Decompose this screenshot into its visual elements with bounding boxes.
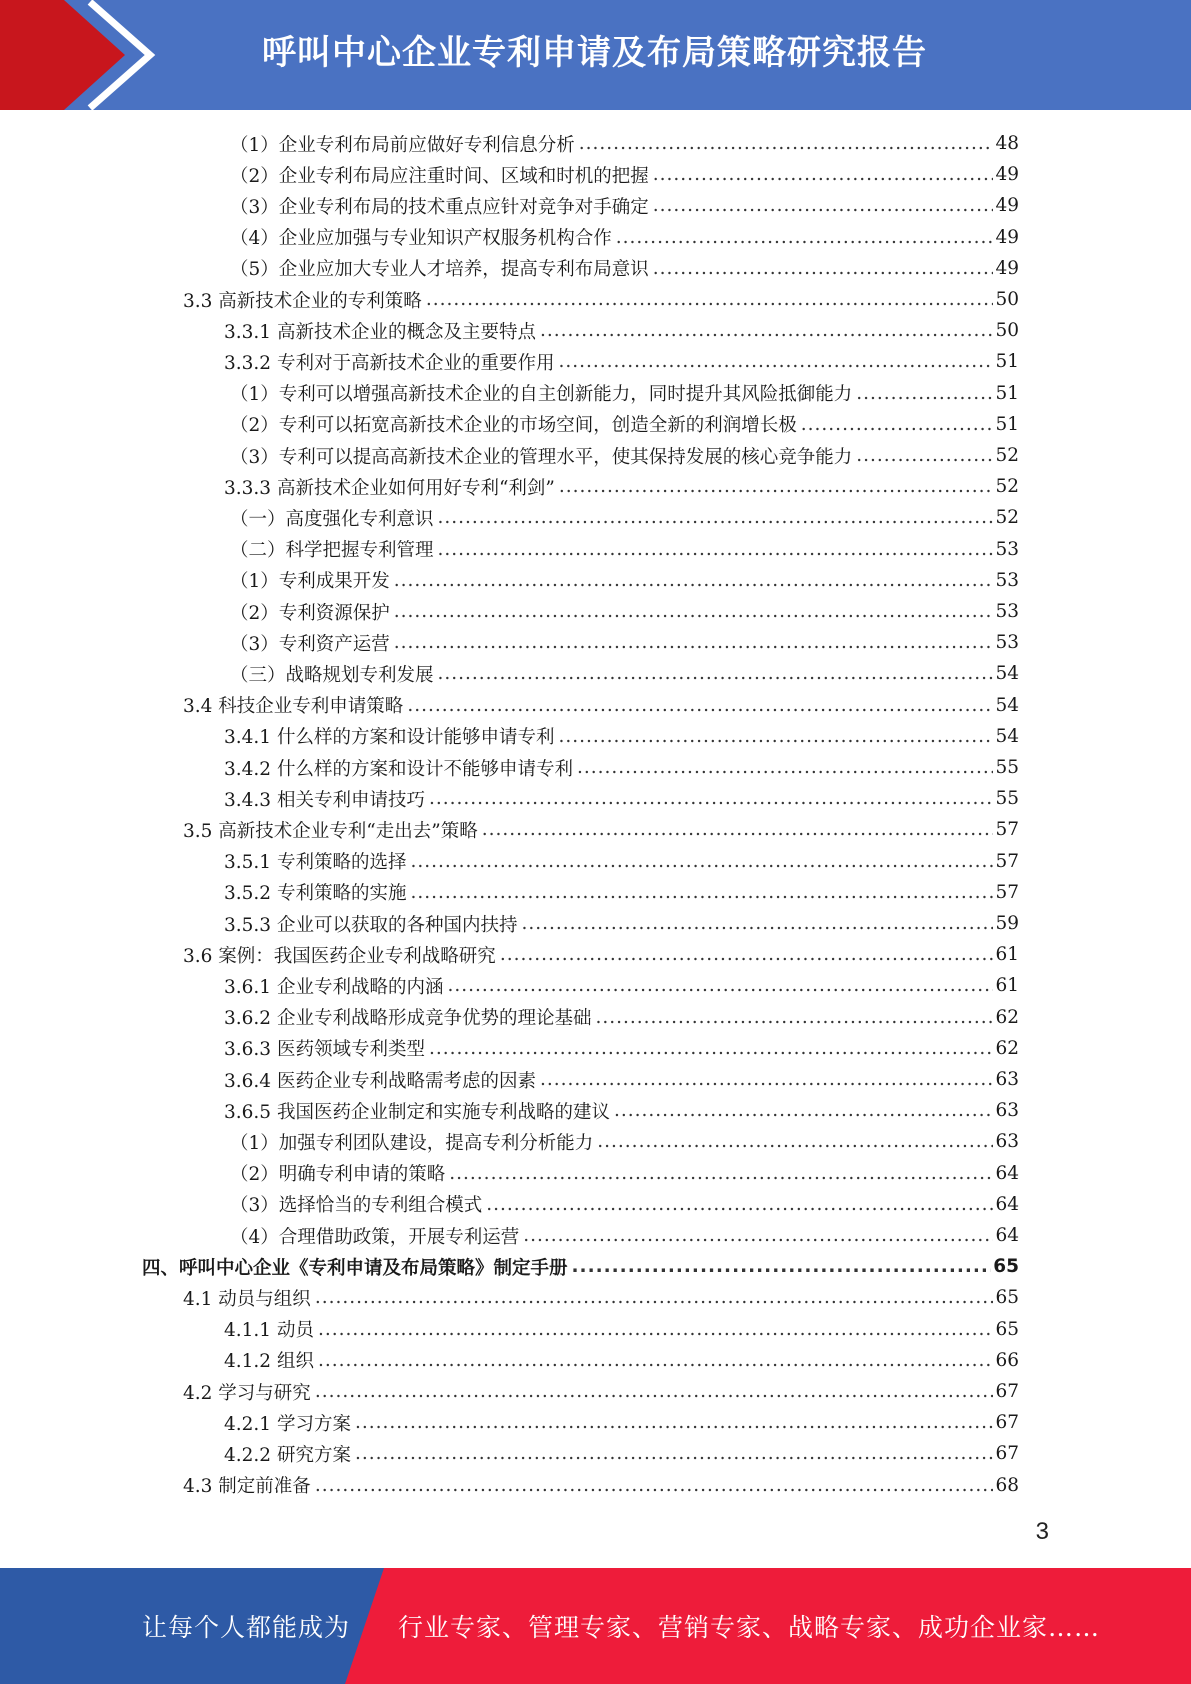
toc-entry-page: 61 bbox=[995, 944, 1019, 966]
toc-dot-leader bbox=[597, 1126, 993, 1157]
toc-dot-leader bbox=[394, 596, 994, 627]
toc-entry[interactable] bbox=[230, 596, 1019, 627]
toc-entry-label: 4.3 制定前准备 bbox=[183, 1476, 311, 1498]
toc-dot-leader bbox=[426, 284, 994, 315]
toc-entry-page: 50 bbox=[995, 289, 1019, 310]
toc-entry-page: 49 bbox=[995, 226, 1019, 248]
page-footer bbox=[0, 1568, 1191, 1684]
toc-entry-label: 3.6.2 企业专利战略形成竞争优势的理论基础 bbox=[224, 1008, 592, 1030]
toc-entry-label: 3.5.1 专利策略的选择 bbox=[224, 852, 407, 874]
toc-entry-label: 4.1 动员与组织 bbox=[183, 1288, 311, 1310]
toc-entry-page: 53 bbox=[995, 632, 1019, 654]
toc-dot-leader bbox=[572, 1251, 992, 1282]
toc-entry[interactable] bbox=[224, 783, 1019, 814]
toc-entry[interactable] bbox=[224, 846, 1019, 877]
toc-entry-page: 63 bbox=[995, 1100, 1019, 1122]
toc-dot-leader bbox=[856, 378, 993, 409]
toc-entry[interactable] bbox=[224, 346, 1019, 377]
toc-entry-label: （2）专利可以拓宽高新技术企业的市场空间，创造全新的利润增长极 bbox=[230, 415, 797, 437]
toc-dot-leader bbox=[577, 752, 993, 783]
toc-dot-leader bbox=[394, 627, 994, 658]
toc-entry-label: （1）专利成果开发 bbox=[230, 571, 390, 593]
toc-entry-page: 48 bbox=[995, 133, 1019, 154]
toc-entry-label: （5）企业应加大专业人才培养，提高专利布局意识 bbox=[230, 259, 649, 281]
toc-entry-label: 3.4.1 什么样的方案和设计能够申请专利 bbox=[224, 727, 555, 749]
toc-entry-label: 4.1.1 动员 bbox=[224, 1320, 314, 1342]
toc-entry-page: 61 bbox=[995, 975, 1019, 997]
toc-entry[interactable] bbox=[224, 721, 1019, 752]
toc-dot-leader bbox=[315, 1282, 994, 1313]
toc-entry-page: 53 bbox=[995, 601, 1019, 622]
toc-entry-page: 54 bbox=[995, 694, 1019, 716]
toc-dot-leader bbox=[500, 939, 994, 970]
toc-entry-label: 3.5.3 企业可以获取的各种国内扶持 bbox=[224, 914, 518, 936]
toc-entry[interactable] bbox=[230, 1158, 1019, 1189]
toc-dot-leader bbox=[315, 1376, 994, 1407]
toc-dot-leader bbox=[410, 877, 993, 908]
toc-dot-leader bbox=[407, 690, 993, 721]
toc-entry[interactable] bbox=[230, 627, 1019, 658]
toc-entry-page: 67 bbox=[995, 1381, 1019, 1402]
toc-entry-page: 59 bbox=[995, 913, 1019, 934]
toc-entry[interactable] bbox=[224, 752, 1019, 783]
toc-entry[interactable] bbox=[224, 877, 1019, 908]
toc-dot-leader bbox=[315, 1470, 994, 1501]
toc-entry-page: 52 bbox=[995, 507, 1019, 529]
toc-entry-label: （1）企业专利布局前应做好专利信息分析 bbox=[230, 134, 575, 156]
page-number: 3 bbox=[1035, 1518, 1049, 1545]
toc-entry-page: 64 bbox=[995, 1193, 1019, 1215]
toc-entry-label: 3.6 案例：我国医药企业专利战略研究 bbox=[183, 945, 496, 967]
toc-entry-page: 57 bbox=[995, 819, 1019, 841]
toc-entry-page: 63 bbox=[995, 1069, 1019, 1090]
toc-dot-leader bbox=[653, 190, 994, 221]
toc-entry[interactable] bbox=[230, 440, 1019, 471]
toc-entry-page: 66 bbox=[995, 1349, 1019, 1371]
toc-entry[interactable] bbox=[230, 128, 1019, 159]
toc-entry[interactable] bbox=[230, 222, 1019, 253]
toc-entry-label: 3.6.4 医药企业专利战略需考虑的因素 bbox=[224, 1070, 536, 1092]
toc-entry[interactable] bbox=[224, 1064, 1019, 1095]
toc-entry-label: 3.5.2 专利策略的实施 bbox=[224, 883, 407, 905]
toc-entry-label: （4）合理借助政策，开展专利运营 bbox=[230, 1226, 520, 1248]
toc-entry-page: 53 bbox=[995, 569, 1019, 591]
toc-entry-page: 49 bbox=[995, 195, 1019, 217]
report-title: 呼叫中心企业专利申请及布局策略研究报告 bbox=[262, 33, 927, 73]
toc-dot-leader bbox=[410, 846, 993, 877]
toc-entry-page: 53 bbox=[995, 538, 1019, 560]
toc-entry-page: 51 bbox=[995, 382, 1019, 404]
toc-entry[interactable] bbox=[183, 939, 1019, 970]
toc-entry-label: 3.3 高新技术企业的专利策略 bbox=[183, 290, 422, 312]
toc-entry[interactable] bbox=[230, 190, 1019, 221]
toc-entry[interactable] bbox=[230, 378, 1019, 409]
toc-dot-leader bbox=[653, 253, 994, 284]
toc-entry-page: 49 bbox=[995, 257, 1019, 279]
toc-entry-label: （1）专利可以增强高新技术企业的自主创新能力，同时提升其风险抵御能力 bbox=[230, 384, 853, 406]
toc-entry[interactable] bbox=[230, 658, 1019, 689]
toc-entry[interactable] bbox=[230, 253, 1019, 284]
toc-entry-label: （3）选择恰当的专利组合模式 bbox=[230, 1195, 483, 1217]
toc-dot-leader bbox=[558, 721, 993, 752]
toc-entry-label: 4.2 学习与研究 bbox=[183, 1382, 311, 1404]
toc-entry-page: 52 bbox=[995, 445, 1019, 466]
toc-entry-label: 3.6.5 我国医药企业制定和实施专利战略的建议 bbox=[224, 1101, 610, 1123]
toc-entry-page: 65 bbox=[993, 1256, 1019, 1278]
toc-dot-leader bbox=[486, 1189, 993, 1220]
toc-dot-leader bbox=[429, 783, 993, 814]
toc-dot-leader bbox=[801, 409, 994, 440]
toc-entry-page: 55 bbox=[995, 757, 1019, 778]
toc-entry-page: 65 bbox=[995, 1287, 1019, 1309]
toc-entry-label: 3.6.3 医药领域专利类型 bbox=[224, 1039, 425, 1061]
toc-entry[interactable] bbox=[230, 565, 1019, 596]
toc-entry[interactable] bbox=[224, 1314, 1019, 1345]
toc-entry-label: （2）明确专利申请的策略 bbox=[230, 1164, 446, 1186]
toc-entry[interactable] bbox=[142, 1251, 1019, 1282]
toc-entry[interactable] bbox=[183, 1376, 1019, 1407]
toc-entry[interactable] bbox=[230, 1126, 1019, 1157]
toc-entry-page: 57 bbox=[995, 850, 1019, 872]
toc-dot-leader bbox=[449, 1158, 993, 1189]
toc-entry-label: 3.3.2 专利对于高新技术企业的重要作用 bbox=[224, 352, 555, 374]
toc-entry-label: （4）企业应加强与专业知识产权服务机构合作 bbox=[230, 228, 612, 250]
toc-entry-label: 3.3.1 高新技术企业的概念及主要特点 bbox=[224, 321, 536, 343]
toc-dot-leader bbox=[521, 908, 993, 939]
toc-entry-label: 3.4.2 什么样的方案和设计不能够申请专利 bbox=[224, 758, 573, 780]
toc-dot-leader bbox=[653, 159, 994, 190]
toc-entry[interactable] bbox=[230, 1189, 1019, 1220]
toc-entry-label: （三）战略规划专利发展 bbox=[230, 664, 434, 686]
toc-entry[interactable] bbox=[224, 908, 1019, 939]
toc-entry[interactable] bbox=[224, 471, 1019, 502]
toc-dot-leader bbox=[558, 346, 993, 377]
toc-entry-page: 67 bbox=[995, 1443, 1019, 1465]
toc-entry-page: 67 bbox=[995, 1412, 1019, 1434]
toc-entry-label: （二）科学把握专利管理 bbox=[230, 540, 434, 562]
toc-entry-label: 3.4.3 相关专利申请技巧 bbox=[224, 789, 425, 811]
toc-dot-leader bbox=[482, 814, 994, 845]
toc-entry[interactable] bbox=[224, 1438, 1019, 1469]
toc-entry-label: 4.2.2 研究方案 bbox=[224, 1444, 351, 1466]
toc-entry-page: 64 bbox=[995, 1162, 1019, 1184]
toc-entry[interactable] bbox=[183, 814, 1019, 845]
toc-entry-page: 52 bbox=[995, 476, 1019, 498]
toc-entry-label: （3）企业专利布局的技术重点应针对竞争对手确定 bbox=[230, 196, 649, 218]
toc-entry[interactable] bbox=[183, 284, 1019, 315]
toc-entry-label: 4.2.1 学习方案 bbox=[224, 1413, 351, 1435]
toc-entry[interactable] bbox=[230, 1220, 1019, 1251]
toc-dot-leader bbox=[616, 222, 994, 253]
toc-dot-leader bbox=[429, 1033, 993, 1064]
toc-entry-label: （2）企业专利布局应注重时间、区域和时机的把握 bbox=[230, 165, 649, 187]
toc-entry-page: 51 bbox=[995, 351, 1019, 373]
toc-entry[interactable] bbox=[183, 1470, 1019, 1501]
toc-entry[interactable] bbox=[230, 409, 1019, 440]
footer-slogan-right: 行业专家、管理专家、营销专家、战略专家、成功企业家…… bbox=[398, 1613, 1101, 1642]
toc-dot-leader bbox=[595, 1002, 993, 1033]
toc-entry-page: 50 bbox=[995, 320, 1019, 342]
toc-entry[interactable] bbox=[224, 1002, 1019, 1033]
toc-dot-leader bbox=[614, 1095, 993, 1126]
toc-entry-label: （3）专利可以提高高新技术企业的管理水平，使其保持发展的核心竞争能力 bbox=[230, 446, 853, 468]
toc-dot-leader bbox=[394, 565, 994, 596]
toc-entry-label: 4.1.2 组织 bbox=[224, 1351, 314, 1373]
toc-entry[interactable] bbox=[224, 1033, 1019, 1064]
toc-entry[interactable] bbox=[183, 1282, 1019, 1313]
toc-dot-leader bbox=[523, 1220, 993, 1251]
toc-entry-page: 54 bbox=[995, 663, 1019, 685]
toc-entry-page: 55 bbox=[995, 788, 1019, 810]
header-arrow-decoration bbox=[0, 0, 160, 110]
toc-entry-page: 49 bbox=[995, 164, 1019, 186]
toc-dot-leader bbox=[355, 1438, 994, 1469]
toc-entry-label: 四、呼叫中心企业《专利申请及布局策略》制定手册 bbox=[142, 1257, 568, 1279]
toc-entry-page: 62 bbox=[995, 1037, 1019, 1059]
toc-entry-page: 57 bbox=[995, 881, 1019, 903]
toc-entry-label: （2）专利资源保护 bbox=[230, 602, 390, 624]
toc-entry[interactable] bbox=[224, 970, 1019, 1001]
toc-entry[interactable] bbox=[230, 159, 1019, 190]
toc-entry-page: 68 bbox=[995, 1474, 1019, 1496]
page-header bbox=[0, 0, 1191, 110]
toc-entry-page: 65 bbox=[995, 1318, 1019, 1340]
toc-dot-leader bbox=[438, 534, 994, 565]
toc-entry-page: 51 bbox=[995, 413, 1019, 435]
toc-entry-page: 62 bbox=[995, 1006, 1019, 1028]
toc-entry[interactable] bbox=[183, 690, 1019, 721]
toc-dot-leader bbox=[856, 440, 993, 471]
toc-dot-leader bbox=[540, 1064, 993, 1095]
toc-entry-label: 3.4 科技企业专利申请策略 bbox=[183, 696, 404, 718]
toc-dot-leader bbox=[447, 970, 993, 1001]
toc-dot-leader bbox=[540, 315, 993, 346]
toc-entry-page: 63 bbox=[995, 1131, 1019, 1153]
toc-entry[interactable] bbox=[230, 534, 1019, 565]
toc-entry-label: 3.5 高新技术企业专利“走出去”策略 bbox=[183, 820, 478, 842]
toc-entry[interactable] bbox=[224, 315, 1019, 346]
toc-entry[interactable] bbox=[224, 1095, 1019, 1126]
toc-entry-label: （一）高度强化专利意识 bbox=[230, 508, 434, 530]
toc-entry-label: 3.3.3 高新技术企业如何用好专利“利剑” bbox=[224, 477, 555, 499]
toc-entry[interactable] bbox=[224, 1407, 1019, 1438]
toc-dot-leader bbox=[438, 502, 994, 533]
footer-slogan-left: 让每个人都能成为 bbox=[142, 1613, 351, 1642]
toc-entry[interactable] bbox=[224, 1345, 1019, 1376]
toc-entry-label: （3）专利资产运营 bbox=[230, 633, 390, 655]
toc-entry-label: （1）加强专利团队建设，提高专利分析能力 bbox=[230, 1132, 594, 1154]
toc-dot-leader bbox=[355, 1407, 994, 1438]
toc-entry-page: 54 bbox=[995, 725, 1019, 747]
toc-entry-label: 3.6.1 企业专利战略的内涵 bbox=[224, 976, 444, 998]
toc-entry-page: 64 bbox=[995, 1225, 1019, 1246]
toc-dot-leader bbox=[438, 658, 994, 689]
toc-dot-leader bbox=[579, 128, 994, 159]
toc-dot-leader bbox=[559, 471, 994, 502]
toc-entry[interactable] bbox=[230, 502, 1019, 533]
toc-dot-leader bbox=[318, 1345, 994, 1376]
toc-dot-leader bbox=[318, 1314, 994, 1345]
